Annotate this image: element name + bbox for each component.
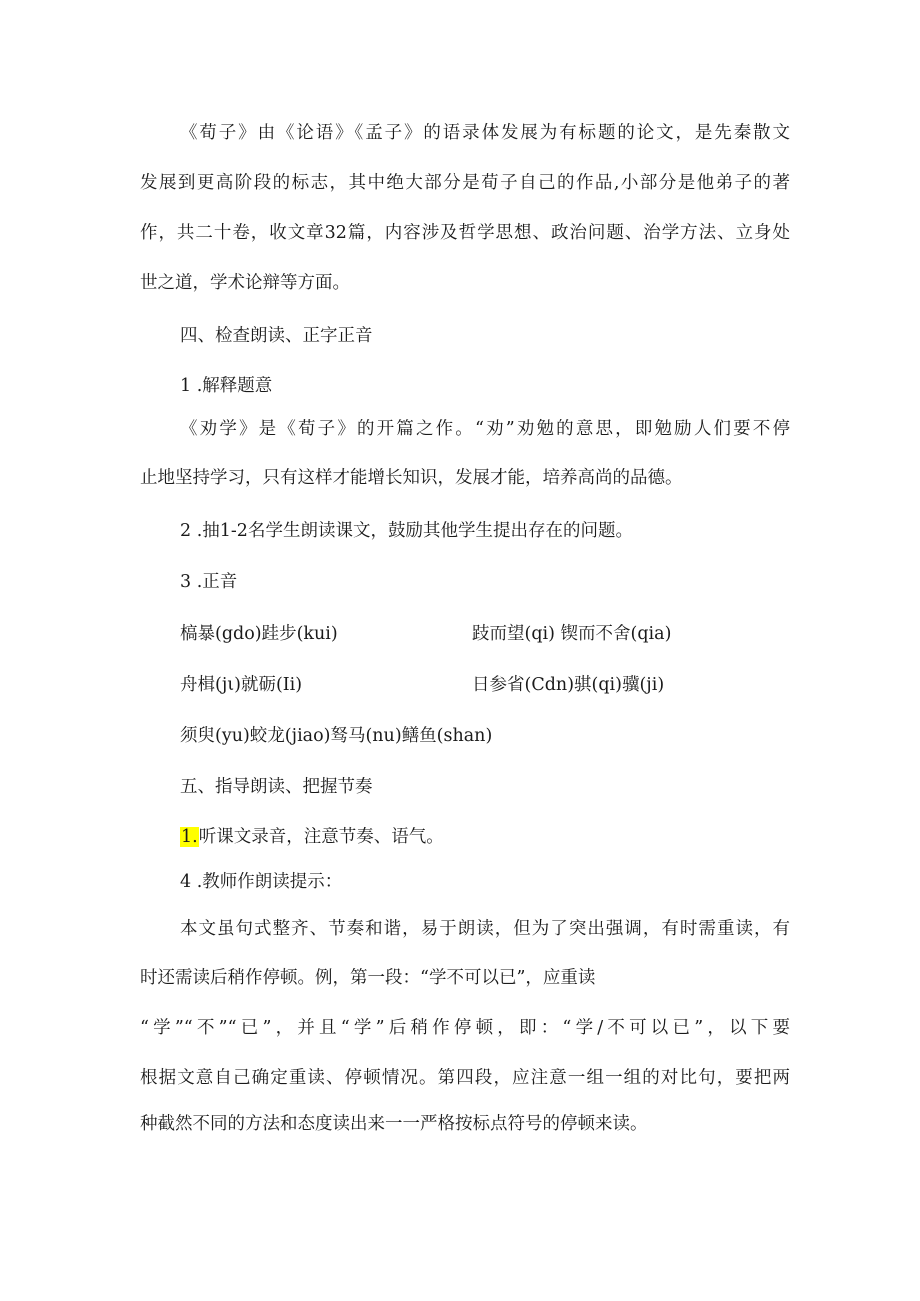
reading-tips-line-4: 根据文意自己确定重读、停顿情况。第四段，应注意一组一组的对比句，要把两 — [140, 1068, 790, 1088]
pronunciation-row-2-right: 日参省(Cdn)骐(qi)骥(ji) — [472, 675, 665, 695]
item-1-body-line-2: 止地坚持学习，只有这样才能增长知识，发展才能，培养高尚的品德。 — [140, 468, 683, 488]
reading-tips-line-3: “学”“不”“已”，并且“学”后稍作停顿，即：“学/不可以已”，以下要 — [140, 1018, 790, 1038]
pronunciation-row-3: 须臾(yu)蛟龙(jiao)驽马(nu)鳝鱼(shan) — [180, 726, 493, 746]
pronunciation-row-1-left: 槁暴(gdo)跬步(kui) — [180, 624, 338, 644]
reading-tips-line-2: 时还需读后稍作停顿。例，第一段：“学不可以已”，应重读 — [140, 968, 596, 988]
item-3-heading: 3 .正音 — [180, 572, 238, 592]
pronunciation-row-2-left: 舟楫(jι)就砺(Ii) — [180, 675, 303, 695]
listen-item — [180, 825, 830, 849]
section-5-heading: 五、指导朗读、把握节奏 — [180, 777, 373, 797]
xunzi-intro-line-3: 作，共二十卷，收文章32篇，内容涉及哲学思想、政治问题、治学方法、立身处 — [140, 223, 790, 243]
highlighted-number: 1. — [181, 827, 198, 847]
reading-tips-line-1: 本文虽句式整齐、节奏和谐，易于朗读，但为了突出强调，有时需重读，有 — [180, 919, 790, 939]
xunzi-intro-line-2: 发展到更高阶段的标志，其中绝大部分是荀子自己的作品,小部分是他弟子的著 — [140, 173, 790, 193]
section-4-heading: 四、检查朗读、正字正音 — [180, 326, 373, 346]
reading-tips-line-5: 种截然不同的方法和态度读出来一一严格按标点符号的停顿来读。 — [140, 1114, 648, 1134]
pronunciation-row-1-right: 跂而望(qi) 锲而不舍(qia) — [472, 624, 672, 644]
item-4-heading: 4 .教师作朗读提示： — [180, 872, 343, 892]
xunzi-intro-line-4: 世之道，学术论辩等方面。 — [140, 273, 350, 293]
listen-item-text: 听课文录音，注意节奏、语气。 — [198, 827, 444, 847]
xunzi-intro-line-1: 《荀子》由《论语》《孟子》的语录体发展为有标题的论文，是先秦散文 — [180, 123, 790, 143]
item-2-text: 2 .抽1-2名学生朗读课文，鼓励其他学生提出存在的问题。 — [180, 521, 633, 541]
item-1-body-line-1: 《劝学》是《荀子》的开篇之作。“劝”劝勉的意思，即勉励人们要不停 — [180, 419, 790, 439]
item-1-heading: 1 .解释题意 — [180, 376, 273, 396]
